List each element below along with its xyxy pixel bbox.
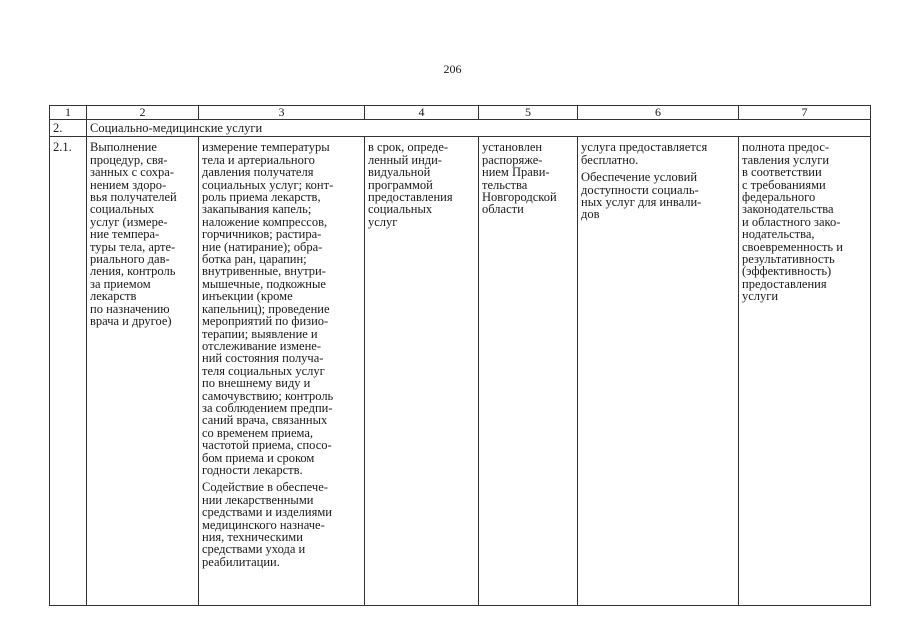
text-line: области [482, 202, 524, 217]
text-line: Обеспечение условий [581, 170, 698, 185]
service-norm-cell [479, 137, 578, 606]
text-line: бом приема и сроком [202, 450, 315, 465]
text-line: за приемом [90, 276, 151, 291]
text-line: давления получателя [202, 165, 314, 180]
text-line: тельства [482, 177, 528, 192]
text-line: своевременность и [742, 239, 843, 254]
text-line: внутривенные, внутри- [202, 264, 326, 279]
text-line: социальных [90, 202, 155, 217]
text-line: в срок, опреде- [368, 140, 449, 155]
text-line: врача и другое) [90, 314, 172, 329]
text-line: вья получателей [90, 190, 177, 205]
text-line: измерение температуры [202, 140, 330, 155]
column-number: 1 [50, 106, 87, 120]
text-line: установлен [482, 140, 543, 155]
service-price [581, 141, 735, 166]
text-line: ботка ран, царапин; [202, 252, 307, 267]
column-number: 6 [578, 106, 739, 120]
text-line: самочувствию; контроль [202, 388, 334, 403]
text-line: роль приема лекарств, [202, 190, 321, 205]
text-line: тела и артериального [202, 152, 315, 167]
text-line: Новгородской [482, 190, 557, 205]
text-line: риального дав- [90, 252, 170, 267]
text-line: ние темпера- [90, 227, 160, 242]
text-line: саний врача, связанных [202, 413, 328, 428]
service-price-cell [578, 137, 739, 606]
column-number: 7 [739, 106, 871, 120]
service-name-cell [87, 137, 199, 606]
service-quality-cell [739, 137, 871, 606]
service-deadline-cell [365, 137, 479, 606]
text-line: законодательства [742, 202, 834, 217]
text-line: теля социальных услуг [202, 363, 325, 378]
text-line: ных услуг для инвали- [581, 195, 702, 210]
text-line: туры тела, арте- [90, 239, 176, 254]
section-row [50, 120, 871, 137]
text-line: средствами и изделиями [202, 505, 332, 520]
service-content-cell [199, 137, 365, 606]
service-norm [482, 141, 574, 215]
text-line: дов [581, 207, 600, 222]
text-line: годности лекарств. [202, 462, 303, 477]
text-line: услуга предоставляется [581, 140, 708, 155]
services-table [49, 105, 871, 606]
text-line: по назначению [90, 301, 170, 316]
text-line: занных с сохра- [90, 165, 175, 180]
service-row [50, 137, 871, 606]
text-line: распоряже- [482, 152, 543, 167]
text-line: социальных [368, 202, 433, 217]
text-line: с требованиями [742, 177, 826, 192]
text-line: предоставления [368, 190, 453, 205]
text-line: нением здоро- [90, 177, 167, 192]
service-quality-indicators [742, 141, 867, 302]
text-line: отслеживание измене- [202, 338, 322, 353]
text-line: предоставления [742, 276, 827, 291]
text-line: услуг [368, 214, 398, 229]
column-number-row [50, 106, 871, 120]
text-line: средствами ухода и [202, 542, 306, 557]
section-number: 2. [50, 120, 87, 137]
text-line: инъекции (кроме [202, 289, 293, 304]
text-line: программой [368, 177, 433, 192]
text-line: доступности социаль- [581, 182, 699, 197]
text-line: горчичников; растира- [202, 227, 322, 242]
text-line: полнота предос- [742, 140, 830, 155]
text-line: ленный инди- [368, 152, 442, 167]
text-line: бесплатно. [581, 152, 639, 167]
column-number: 4 [365, 106, 479, 120]
text-line: ний состояния получа- [202, 351, 324, 366]
text-line: результативность [742, 252, 835, 267]
text-line: тавления услуги [742, 152, 830, 167]
text-line: капельниц); проведение [202, 301, 330, 316]
text-line: социальных услуг; конт- [202, 177, 334, 192]
text-line: ние (натирание); обра- [202, 239, 323, 254]
service-content-text [202, 141, 361, 476]
column-number: 3 [199, 106, 365, 120]
text-line: мероприятий по физио- [202, 314, 329, 329]
text-line: нии лекарственными [202, 492, 314, 507]
service-deadline [368, 141, 475, 228]
text-line: нодательства, [742, 227, 815, 242]
text-line: наложение компрессов, [202, 214, 328, 229]
text-line: услуги [742, 289, 779, 304]
text-line: услуг (измере- [90, 214, 168, 229]
text-line: нием Прави- [482, 165, 550, 180]
text-line: по внешнему виду и [202, 376, 311, 391]
text-line: со временем приема, [202, 425, 314, 440]
page-number: 206 [443, 62, 462, 76]
service-content-supplement [202, 481, 361, 568]
column-number: 2 [87, 106, 199, 120]
text-line: видуальной [368, 165, 431, 180]
text-line: реабилитации. [202, 554, 280, 569]
item-number: 2.1. [50, 137, 87, 606]
text-line: терапии; выявление и [202, 326, 318, 341]
text-line: медицинского назначе- [202, 517, 325, 532]
text-line: (эффективность) [742, 264, 832, 279]
text-line: и областного зако- [742, 214, 841, 229]
text-line: мышечные, подкожные [202, 276, 326, 291]
text-line: за соблюдением предпи- [202, 400, 333, 415]
column-number: 5 [479, 106, 578, 120]
service-accessibility [581, 171, 735, 221]
text-line: Содействие в обеспече- [202, 480, 328, 495]
service-name [90, 141, 195, 327]
text-line: частотой приема, спосо- [202, 438, 332, 453]
text-line: закапывания капель; [202, 202, 312, 217]
text-line: лекарств [90, 289, 137, 304]
text-line: процедур, свя- [90, 152, 168, 167]
text-line: ления, контроль [90, 264, 176, 279]
text-line: ния, техническими [202, 530, 303, 544]
section-title: Социально-медицинские услуги [87, 120, 871, 137]
text-line: Выполнение [90, 140, 157, 155]
text-line: в соответствии [742, 165, 822, 180]
text-line: федерального [742, 190, 816, 205]
